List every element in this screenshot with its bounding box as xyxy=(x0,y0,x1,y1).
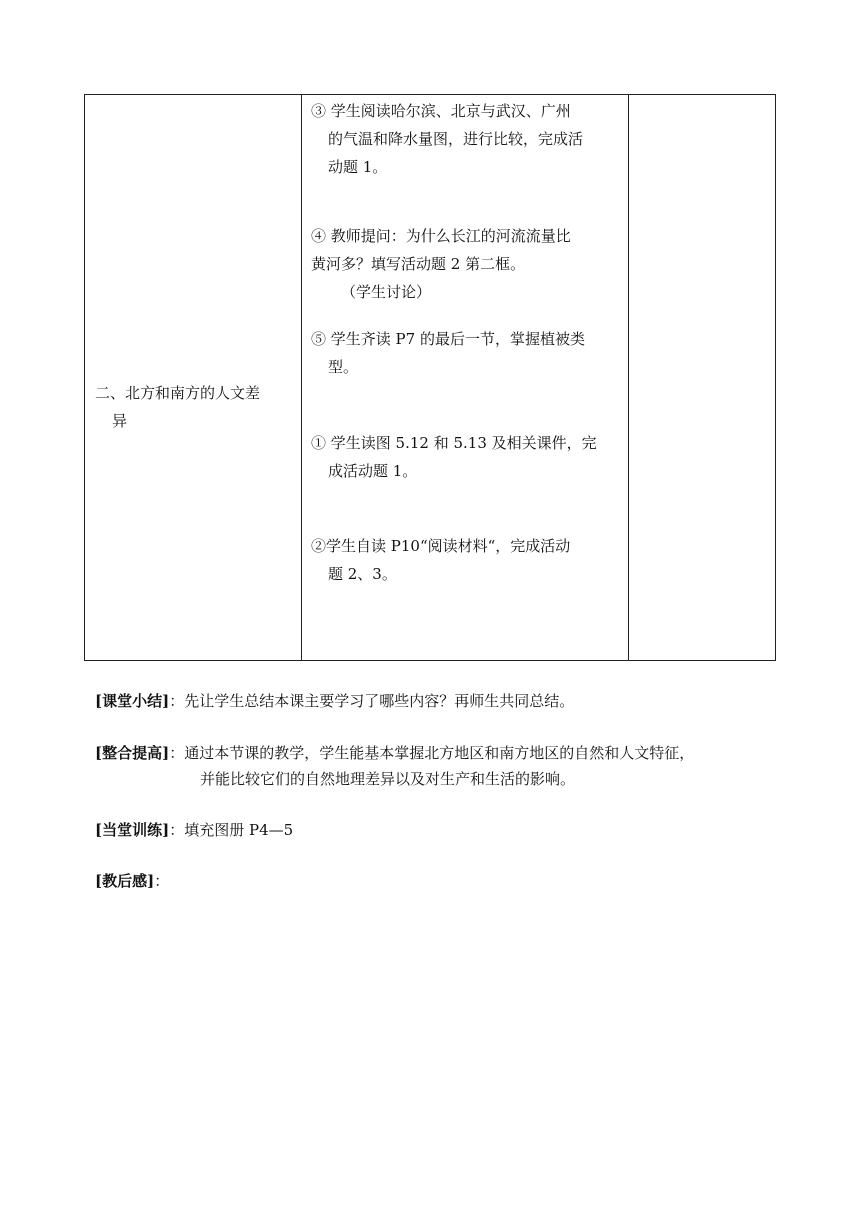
activity-item-2 xyxy=(311,532,621,588)
activity-item-5 xyxy=(311,325,621,381)
activity-item-3-line1: ③ 学生阅读哈尔滨、北京与武汉、广州 xyxy=(311,102,571,120)
teaching-reflection xyxy=(95,868,169,894)
integration-improvement-label: [整合提高] xyxy=(95,744,170,762)
class-summary xyxy=(95,688,574,714)
activity-item-4 xyxy=(311,222,621,306)
activity-item-3-line3: 动题 1。 xyxy=(328,158,388,176)
activity-item-3 xyxy=(311,97,621,181)
activity-item-1 xyxy=(311,429,621,485)
activity-item-5-line2: 型。 xyxy=(328,358,359,376)
class-practice-text: ：填充图册 P4—5 xyxy=(169,821,294,839)
integration-improvement-text1: ：通过本节课的教学，学生能基本掌握北方地区和南方地区的自然和人文特征， xyxy=(169,744,695,762)
activity-item-4-line2: 黄河多？填写活动题 2 第二框。 xyxy=(311,255,526,273)
class-practice xyxy=(95,817,293,843)
activity-item-3-line2: 的气温和降水量图，进行比较，完成活 xyxy=(328,130,584,148)
integration-improvement-text2: 并能比较它们的自然地理差异以及对生产和生活的影响。 xyxy=(200,770,576,788)
class-summary-label: [课堂小结] xyxy=(95,692,170,710)
section-title-line1: 二、北方和南方的人文差 xyxy=(95,384,261,402)
activity-item-2-line1: ②学生自读 P10“阅读材料“，完成活动 xyxy=(311,537,571,555)
integration-improvement xyxy=(95,740,694,792)
activity-item-1-line2: 成活动题 1。 xyxy=(328,462,418,480)
class-summary-text: ：先让学生总结本课主要学习了哪些内容？再师生共同总结。 xyxy=(169,692,575,710)
activity-item-5-line1: ⑤ 学生齐读 P7 的最后一节，掌握植被类 xyxy=(311,330,585,348)
activity-item-1-line1: ① 学生读图 5.12 和 5.13 及相关课件，完 xyxy=(311,434,597,452)
lesson-table xyxy=(84,94,776,661)
column-divider-1 xyxy=(301,95,302,660)
column-divider-2 xyxy=(628,95,629,660)
teaching-reflection-text: ： xyxy=(154,872,170,890)
teaching-reflection-label: [教后感] xyxy=(95,872,155,890)
activity-item-4-line1: ④ 教师提问：为什么长江的河流流量比 xyxy=(311,227,571,245)
section-title-line2: 异 xyxy=(112,412,128,430)
class-practice-label: [当堂训练] xyxy=(95,821,170,839)
activity-item-4-line3: （学生讨论） xyxy=(341,283,432,301)
activity-item-2-line2: 题 2、3。 xyxy=(328,565,397,583)
section-title xyxy=(95,379,295,435)
